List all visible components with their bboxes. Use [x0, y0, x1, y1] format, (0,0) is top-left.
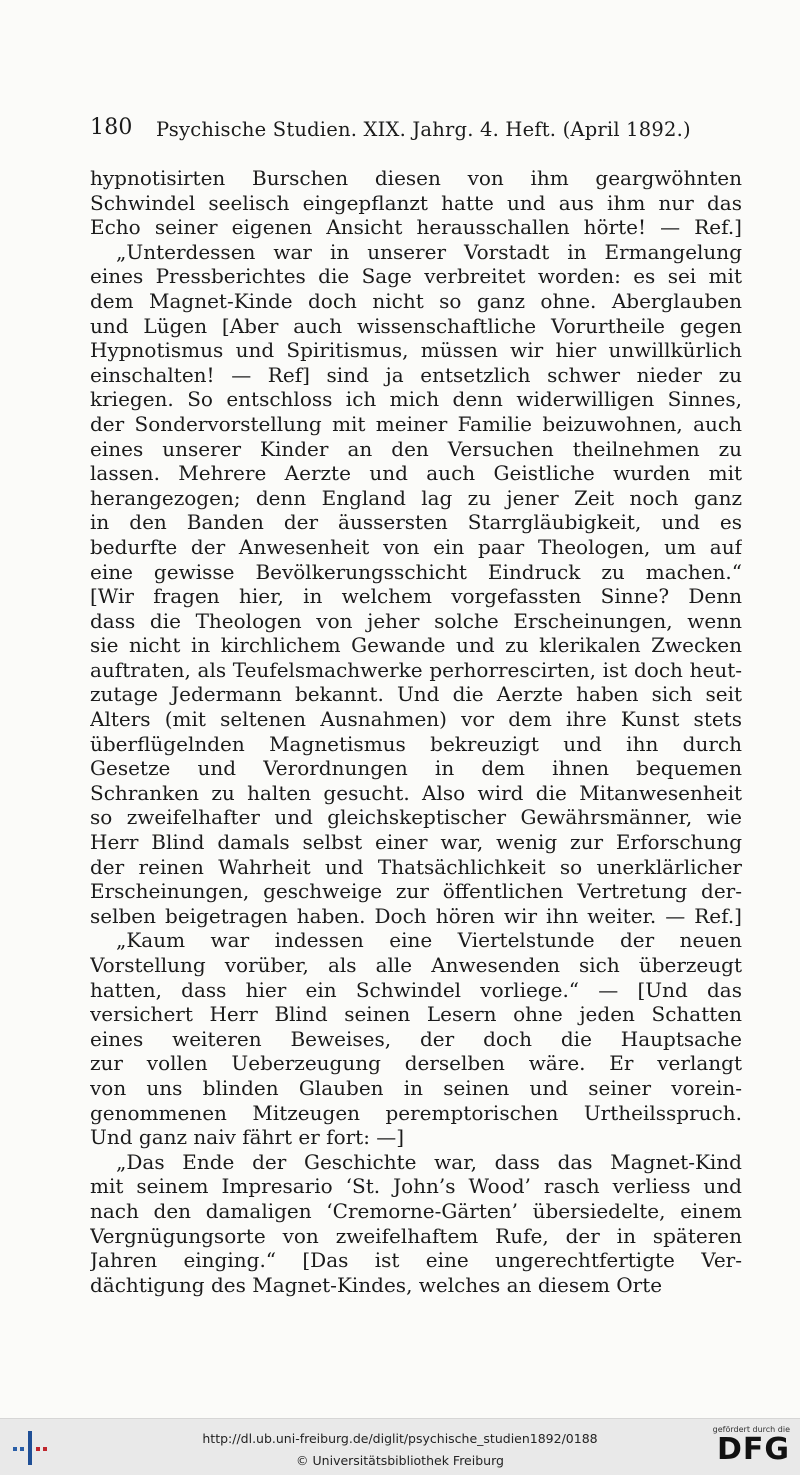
- text-line: Und ganz naiv fährt er fort: —]: [90, 1125, 405, 1150]
- text-line: überflügelnden Magnetismus bekreuzigt und ihn durch: [90, 731, 742, 756]
- text-line: der Sondervorstellung mit meiner Familie beizuwohnen, auch: [90, 411, 742, 436]
- text-line: zutage Jedermann bekannt. Und die Aerzte haben sich seit: [90, 682, 742, 707]
- text-line: Erscheinungen, geschweige zur öffentlichen Vertretung der-: [90, 879, 742, 904]
- text-line: auftraten, als Teufelsmachwerke perhorrescirten, ist doch heut-: [90, 657, 742, 682]
- text-line: zur vollen Ueberzeugung derselben wäre. Er verlangt: [90, 1051, 742, 1076]
- text-line: einschalten! — Ref] sind ja entsetzlich schwer nieder zu: [90, 362, 742, 387]
- text-line: Schranken zu halten gesucht. Also wird die Mitanwesenheit: [90, 780, 742, 805]
- text-line: von uns blinden Glauben in seinen und seiner vorein-: [90, 1075, 742, 1100]
- copyright-notice: © Universitätsbibliothek Freiburg: [296, 1453, 504, 1468]
- text-line: selben beigetragen haben. Doch hören wir ihn weiter. — Ref.]: [90, 903, 742, 928]
- dfg-logo-text: DFG: [716, 1432, 790, 1467]
- text-line: kriegen. So entschloss ich mich denn widerwilligen Sinnes,: [90, 387, 742, 412]
- text-line: und Lügen [Aber auch wissenschaftliche Vorurtheile gegen: [90, 313, 742, 338]
- text-line: eines unserer Kinder an den Versuchen theilnehmen zu: [90, 436, 742, 461]
- text-line: Echo seiner eigenen Ansicht herausschallen hörte! — Ref.]: [90, 215, 742, 240]
- text-line: „Unterdessen war in unserer Vorstadt in Ermangelung: [116, 239, 742, 264]
- text-line: Vergnügungsorte von zweifelhaftem Rufe, der in späteren: [90, 1223, 742, 1248]
- text-line: in den Banden der äussersten Starrgläubigkeit, und es: [90, 510, 742, 535]
- text-line: Schwindel seelisch eingepflanzt hatte und aus ihm nur das: [90, 190, 742, 215]
- running-title: Psychische Studien. XIX. Jahrg. 4. Heft. (April 1892.): [156, 118, 691, 141]
- dfg-logo: [704, 1425, 790, 1471]
- text-line: lassen. Mehrere Aerzte und auch Geistliche wurden mit: [90, 461, 742, 486]
- viewer-footer: [0, 1418, 800, 1475]
- text-line: Hypnotismus und Spiritismus, müssen wir hier unwillkürlich: [90, 338, 742, 363]
- running-header: [90, 115, 742, 145]
- text-line: dächtigung des Magnet-Kindes, welches an diesem Orte: [90, 1272, 663, 1297]
- text-line: „Kaum war indessen eine Viertelstunde der neuen: [116, 928, 742, 953]
- text-line: so zweifelhafter und gleichskeptischer Gewährsmänner, wie: [90, 805, 742, 830]
- text-line: „Das Ende der Geschichte war, dass das Magnet-Kind: [116, 1149, 742, 1174]
- text-line: herangezogen; denn England lag zu jener Zeit noch ganz: [90, 485, 742, 510]
- text-line: hypnotisirten Burschen diesen von ihm geargwöhnten: [90, 166, 742, 190]
- text-line: genommenen Mitzeugen peremptorischen Urtheilsspruch.: [90, 1100, 742, 1125]
- text-line: bedurfte der Anwesenheit von ein paar Theologen, um auf: [90, 534, 742, 559]
- page-url-link[interactable]: http://dl.ub.uni-freiburg.de/diglit/psychische_studien1892/0188: [202, 1431, 598, 1446]
- text-line: Alters (mit seltenen Ausnahmen) vor dem ihre Kunst stets: [90, 707, 742, 732]
- text-line: versichert Herr Blind seinen Lesern ohne jeden Schatten: [90, 1002, 742, 1027]
- text-line: eine gewisse Bevölkerungsschicht Eindruck zu machen.“: [90, 559, 742, 584]
- text-line: [Wir fragen hier, in welchem vorgefassten Sinne? Denn: [90, 584, 742, 609]
- text-line: der reinen Wahrheit und Thatsächlichkeit so unerklärlicher: [90, 854, 742, 879]
- text-line: sie nicht in kirchlichem Gewande und zu klerikalen Zwecken: [90, 633, 742, 658]
- text-line: Gesetze und Verordnungen in dem ihnen bequemen: [90, 756, 742, 781]
- text-line: mit seinem Impresario ‘St. John’s Wood’ rasch verliess und: [90, 1174, 742, 1199]
- text-line: Jahren einging.“ [Das ist eine ungerechtfertigte Ver-: [90, 1248, 742, 1273]
- text-line: Vorstellung vorüber, als alle Anwesenden sich überzeugt: [90, 953, 742, 977]
- dfg-tagline: gefördert durch die: [712, 1425, 790, 1434]
- text-line: eines Pressberichtes die Sage verbreitet worden: es sei mit: [90, 264, 742, 289]
- body-text: [90, 166, 742, 1297]
- page-number: 180: [90, 115, 133, 140]
- text-line: dem Magnet-Kinde doch nicht so ganz ohne. Aberglauben: [90, 288, 742, 313]
- text-line: Herr Blind damals selbst einer war, wenig zur Erforschung: [90, 830, 742, 855]
- text-line: eines weiteren Beweises, der doch die Hauptsache: [90, 1026, 742, 1051]
- text-line: dass die Theologen von jeher solche Erscheinungen, wenn: [90, 608, 742, 633]
- text-line: nach den damaligen ‘Cremorne-Gärten’ übersiedelte, einem: [90, 1198, 742, 1223]
- text-line: hatten, dass hier ein Schwindel vorliege.“ — [Und das: [90, 977, 742, 1002]
